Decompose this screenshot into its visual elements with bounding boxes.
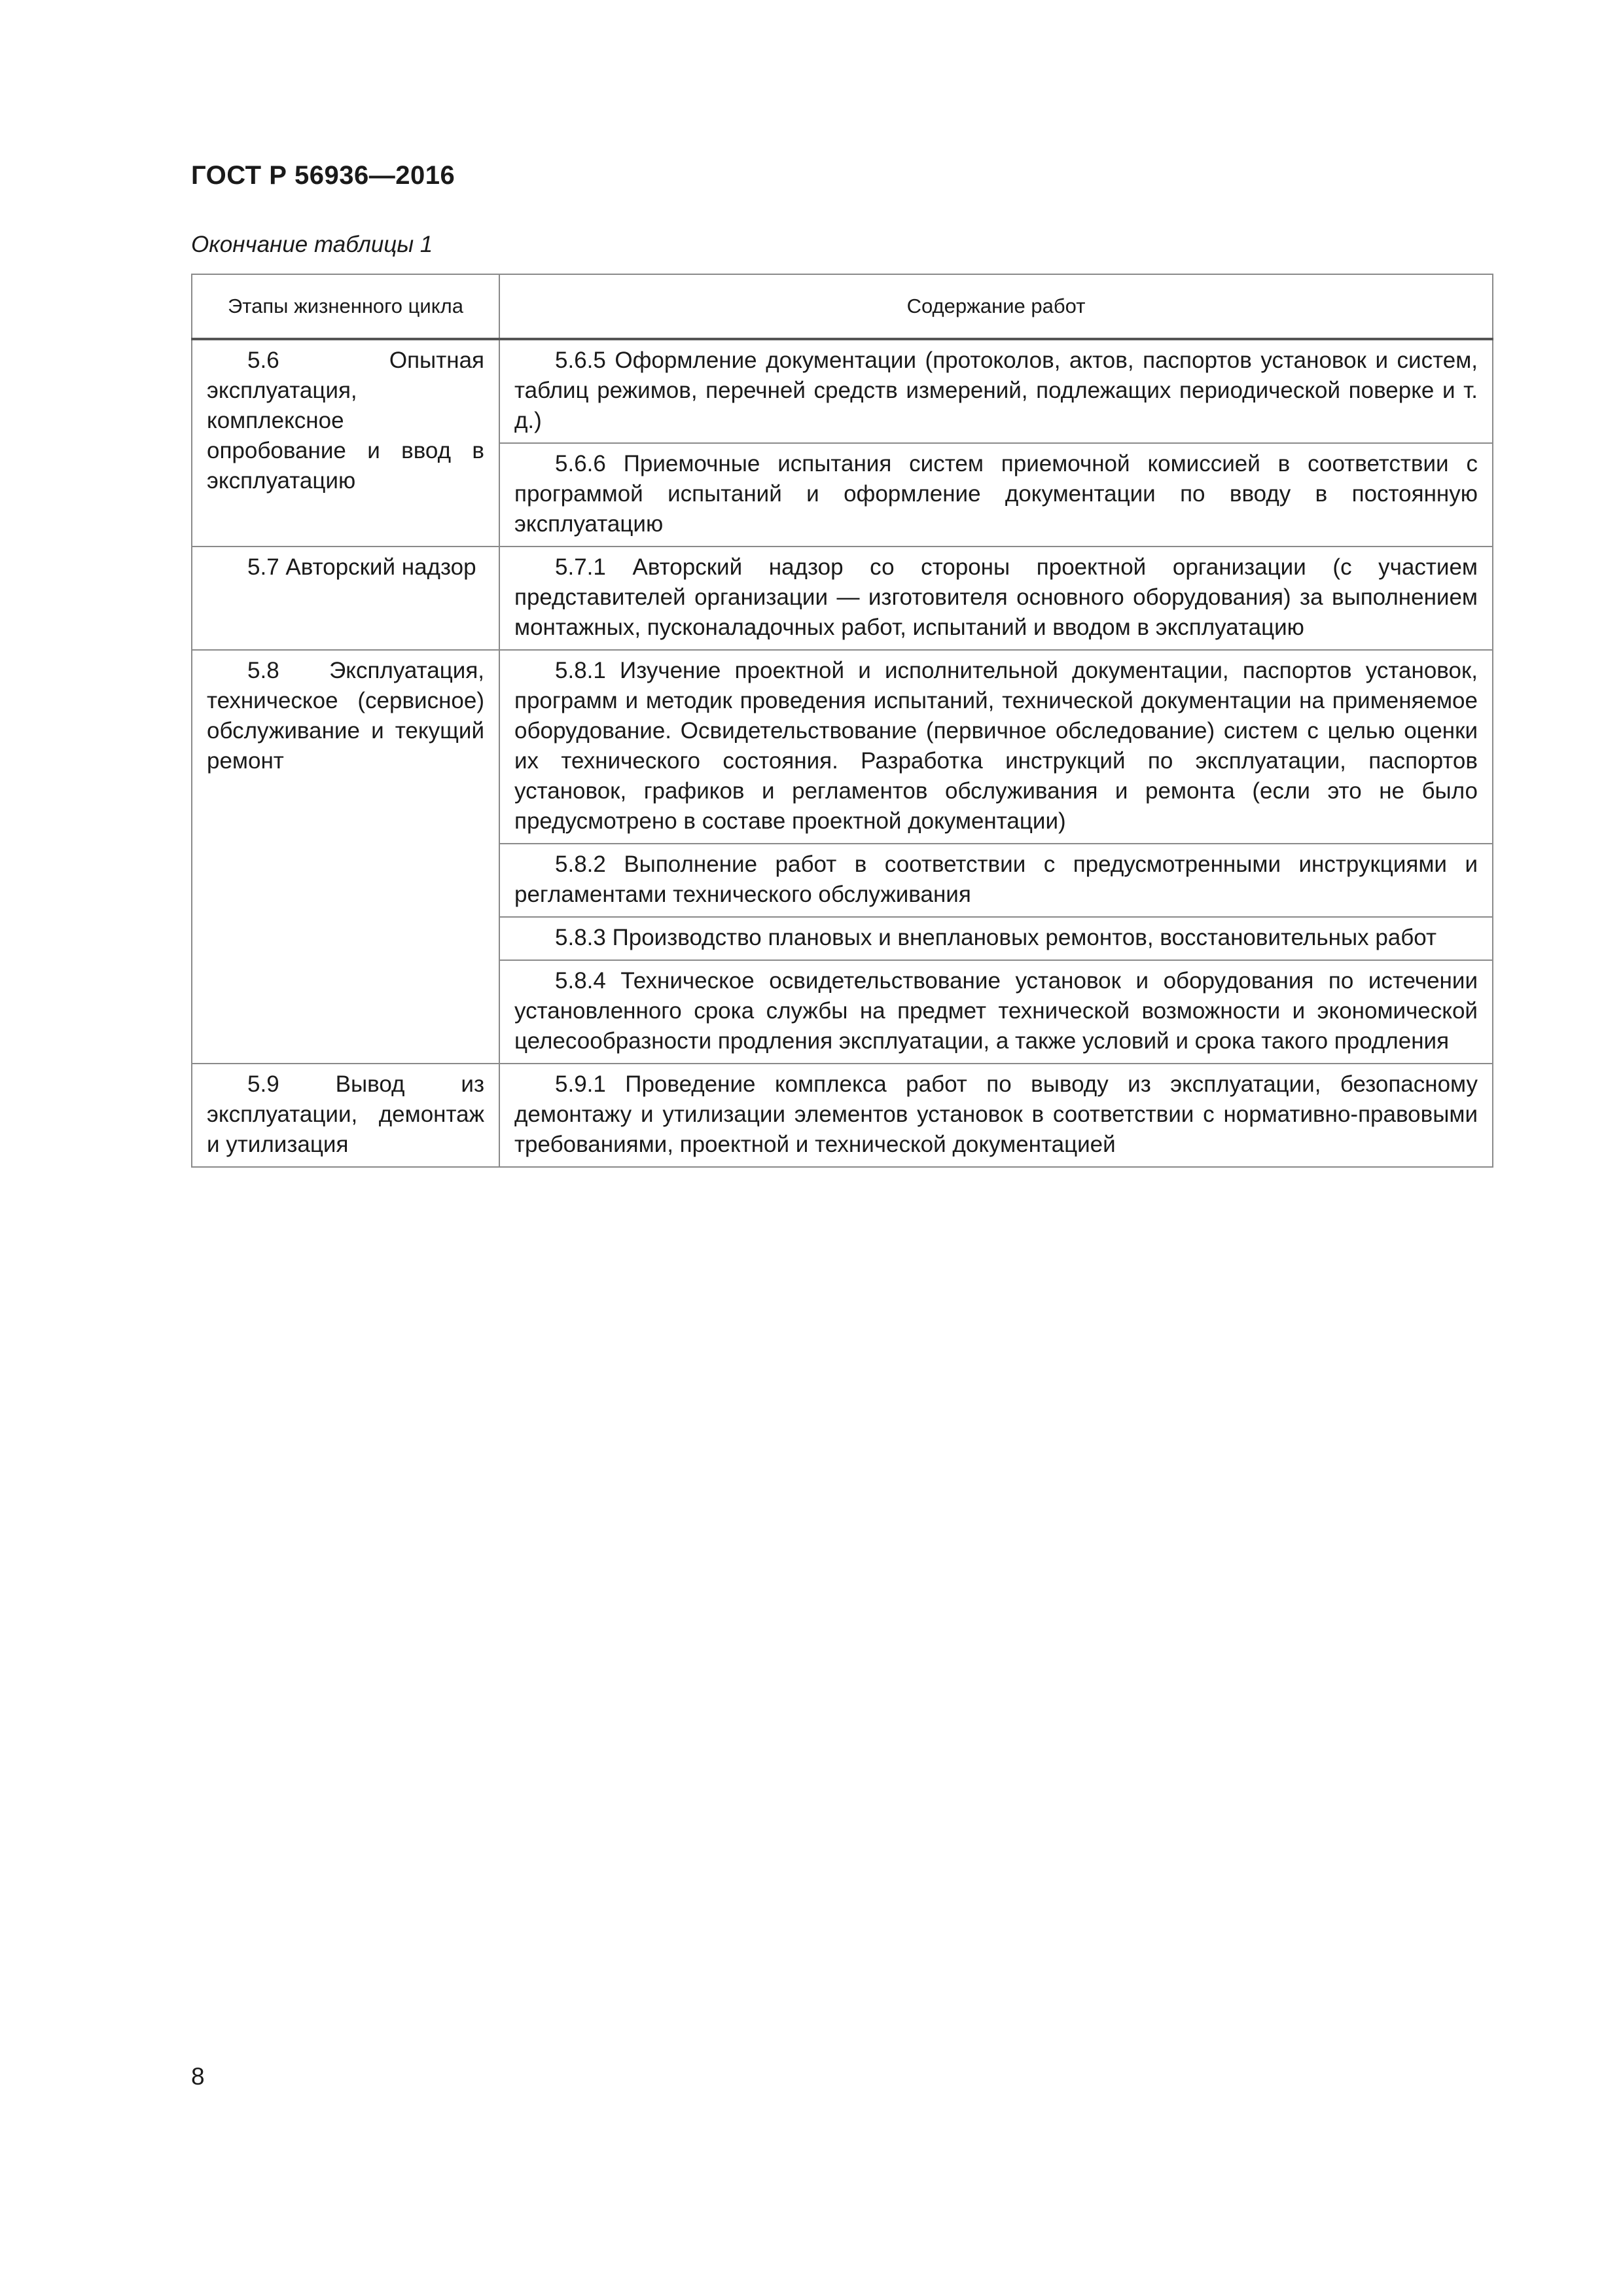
table-row — [192, 650, 1493, 844]
stage-cell: 5.8 Эксплуатация, техническое (сервисное) обслуживание и текущий ремонт — [192, 650, 499, 1064]
content-cell: 5.8.1 Изучение проектной и исполнительной документации, паспортов установок, программ и методик проведения испытаний, технической документации на применяемое оборудование. Освидетельствование (первичное обследование) систем с целью оценки их технического состояния. Разработка инструкций по эксплуатации, паспортов установок, графиков и регламентов обслуживания и ремонта (если это не было предусмотрено в составе проектной документации) — [499, 650, 1493, 844]
table-row — [192, 547, 1493, 650]
content-cell: 5.7.1 Авторский надзор со стороны проектной организации (с участием представителей организации — изготовителя основного оборудования) за выполнением монтажных, пусконаладочных работ, испытаний и вводом в эксплуатацию — [499, 547, 1493, 650]
content-cell: 5.8.2 Выполнение работ в соответствии с предусмотренными инструкциями и регламентами технического обслуживания — [499, 844, 1493, 917]
document-header: ГОСТ Р 56936—2016 — [191, 161, 455, 190]
table-row — [192, 1064, 1493, 1167]
page-number: 8 — [191, 2063, 205, 2090]
stage-cell: 5.7 Авторский надзор — [192, 547, 499, 650]
table-caption: Окончание таблицы 1 — [191, 232, 433, 257]
table-row — [192, 339, 1493, 443]
content-cell: 5.8.3 Производство плановых и внеплановых ремонтов, восстановительных работ — [499, 917, 1493, 960]
column-header-content: Содержание работ — [499, 274, 1493, 339]
lifecycle-table — [191, 274, 1493, 1168]
stage-cell: 5.6 Опытная эксплуатация, комплексное опробование и ввод в эксплуатацию — [192, 339, 499, 547]
column-header-stages: Этапы жизненного цикла — [192, 274, 499, 339]
content-cell: 5.6.6 Приемочные испытания систем приемочной комиссией в соответствии с программой испытаний и оформление документации по вводу в постоянную эксплуатацию — [499, 443, 1493, 547]
content-cell: 5.8.4 Техническое освидетельствование установок и оборудования по истечении установленного срока службы на предмет технической возможности и экономической целесообразности продления эксплуатации, а также условий и срока такого продления — [499, 960, 1493, 1064]
content-cell: 5.6.5 Оформление документации (протоколов, актов, паспортов установок и систем, таблиц режимов, перечней средств измерений, подлежащих периодической поверке и т. д.) — [499, 339, 1493, 443]
stage-cell: 5.9 Вывод из эксплуатации, демонтаж и утилизация — [192, 1064, 499, 1167]
content-cell: 5.9.1 Проведение комплекса работ по выводу из эксплуатации, безопасному демонтажу и утилизации элементов установок в соответствии с нормативно-правовыми требованиями, проектной и технической документацией — [499, 1064, 1493, 1167]
table-header-row — [192, 274, 1493, 339]
